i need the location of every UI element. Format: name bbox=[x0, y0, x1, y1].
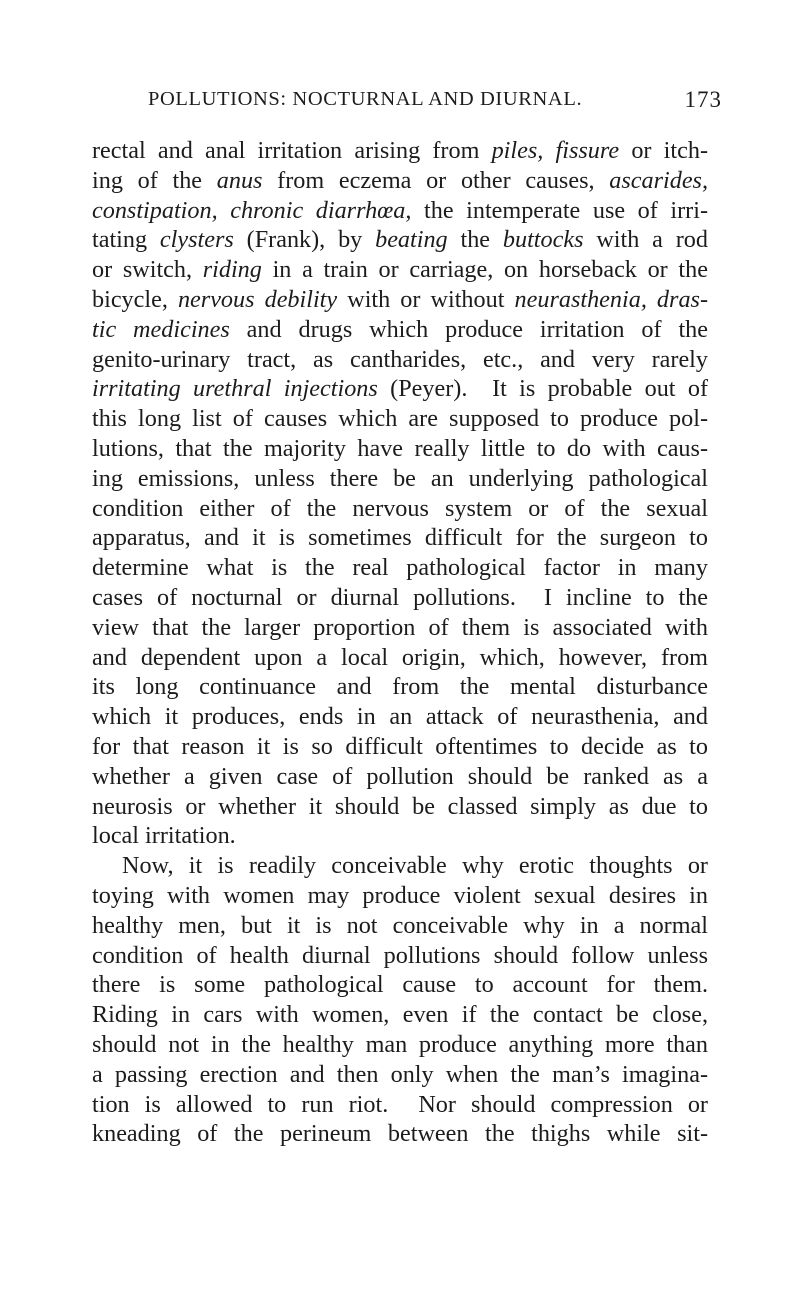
text-line bbox=[92, 643, 708, 673]
text-run: Riding in cars with women, even if the contact be close, bbox=[92, 1001, 708, 1029]
text-line bbox=[92, 851, 708, 881]
text-run: kneading of the perineum between the thighs while sit- bbox=[92, 1120, 708, 1148]
text-line bbox=[92, 702, 708, 732]
text-run: determine what is the real pathological factor in many bbox=[92, 554, 708, 582]
text-run: in a train or carriage, on horseback or the bbox=[261, 256, 708, 284]
text-run: or itch- bbox=[619, 137, 708, 164]
italic-term: riding bbox=[202, 256, 262, 284]
text-run: genito-urinary tract, as cantharides, etc., and very rarely bbox=[92, 345, 708, 373]
text-line bbox=[92, 1119, 708, 1149]
italic-term: anus bbox=[216, 166, 263, 194]
italic-term: clysters bbox=[159, 226, 234, 254]
text-run: this long list of causes which are supposed to produce pol- bbox=[92, 405, 708, 433]
italic-term: irritating urethral injections bbox=[92, 375, 378, 403]
text-run: and dependent upon a local origin, which, however, from bbox=[92, 643, 708, 671]
text-line bbox=[92, 911, 708, 941]
text-run: neurosis or whether it should be classed simply as due to bbox=[92, 792, 708, 820]
text-line bbox=[92, 762, 708, 792]
text-run: condition of health diurnal pollutions should follow unless bbox=[92, 941, 708, 969]
text-line bbox=[92, 404, 708, 434]
text-run: (Peyer). It is probable out of bbox=[377, 375, 709, 403]
text-line bbox=[92, 374, 708, 404]
italic-term: ascarides, bbox=[609, 166, 709, 194]
italic-term: nervous debility bbox=[177, 285, 338, 313]
text-run: for that reason it is so difficult oftentimes to decide as to bbox=[92, 732, 708, 760]
text-line bbox=[92, 434, 708, 464]
text-line bbox=[92, 136, 708, 166]
text-run: tating bbox=[92, 226, 160, 254]
text-run: or switch, bbox=[92, 256, 203, 284]
text-run: a passing erection and then only when the man’s imagina- bbox=[92, 1060, 708, 1088]
text-run: cases of nocturnal or diurnal pollutions. I incline to the bbox=[92, 583, 708, 611]
text-run: the bbox=[447, 226, 503, 254]
text-line bbox=[92, 970, 708, 1000]
text-line bbox=[92, 225, 708, 255]
text-run: should not in the healthy man produce anything more than bbox=[92, 1030, 708, 1058]
text-line bbox=[92, 494, 708, 524]
text-run: lutions, that the majority have really little to do with caus- bbox=[92, 434, 708, 462]
text-run: bicycle, bbox=[92, 285, 178, 313]
italic-term: buttocks bbox=[502, 226, 584, 254]
text-line bbox=[92, 1060, 708, 1090]
text-run: from eczema or other causes, bbox=[262, 166, 610, 194]
text-run: toying with women may produce violent sexual desires in bbox=[92, 881, 708, 909]
text-line bbox=[92, 583, 708, 613]
text-line bbox=[92, 255, 708, 285]
body-text bbox=[92, 136, 708, 1149]
text-run: and drugs which produce irritation of the bbox=[229, 315, 709, 343]
text-run: rectal and anal irritation arising from bbox=[92, 137, 492, 164]
text-line bbox=[92, 1090, 708, 1120]
text-run: with or without bbox=[337, 285, 515, 313]
text-run: its long continuance and from the mental disturbance bbox=[92, 673, 708, 701]
italic-term: beating bbox=[375, 226, 448, 254]
text-line bbox=[92, 672, 708, 702]
text-line bbox=[92, 1000, 708, 1030]
italic-term: constipation, chronic diarrhœa, bbox=[92, 196, 412, 224]
text-line bbox=[92, 315, 708, 345]
page-number: 173 bbox=[684, 87, 722, 112]
text-line bbox=[92, 553, 708, 583]
text-run: view that the larger proportion of them is associated with bbox=[92, 613, 708, 641]
text-line bbox=[92, 523, 708, 553]
running-head bbox=[148, 87, 722, 118]
text-line bbox=[92, 941, 708, 971]
text-run: Now, it is readily conceivable why erotic thoughts or bbox=[122, 852, 708, 880]
text-run: there is some pathological cause to account for them. bbox=[92, 971, 708, 999]
text-line bbox=[92, 285, 708, 315]
text-line bbox=[92, 166, 708, 196]
text-line bbox=[92, 345, 708, 375]
text-run: ing of the bbox=[92, 166, 217, 194]
text-line bbox=[92, 732, 708, 762]
italic-term: neurasthenia, dras- bbox=[514, 285, 709, 313]
text-line bbox=[92, 881, 708, 911]
text-run: local irritation. bbox=[92, 822, 236, 850]
text-line bbox=[92, 613, 708, 643]
text-run: whether a given case of pollution should be ranked as a bbox=[92, 762, 708, 790]
text-line bbox=[92, 464, 708, 494]
text-run: which it produces, ends in an attack of neurasthenia, and bbox=[92, 703, 708, 731]
text-line bbox=[92, 1030, 708, 1060]
text-run: the intemperate use of irri- bbox=[411, 196, 708, 224]
italic-term: tic medicines bbox=[92, 315, 230, 343]
text-line bbox=[92, 196, 708, 226]
text-run: with a rod bbox=[583, 226, 708, 254]
italic-term: piles, fissure bbox=[491, 137, 620, 164]
text-run: tion is allowed to run riot. Nor should compression or bbox=[92, 1090, 708, 1118]
text-run: (Frank), by bbox=[233, 226, 376, 254]
text-line bbox=[92, 792, 708, 822]
text-run: healthy men, but it is not conceivable why in a normal bbox=[92, 911, 708, 939]
text-run: apparatus, and it is sometimes difficult for the surgeon to bbox=[92, 524, 708, 552]
text-run: condition either of the nervous system or of the sexual bbox=[92, 494, 708, 522]
text-run: ing emissions, unless there be an underlying pathological bbox=[92, 464, 708, 492]
running-head-title: POLLUTIONS: NOCTURNAL AND DIURNAL. bbox=[148, 88, 583, 110]
text-line bbox=[92, 821, 708, 851]
